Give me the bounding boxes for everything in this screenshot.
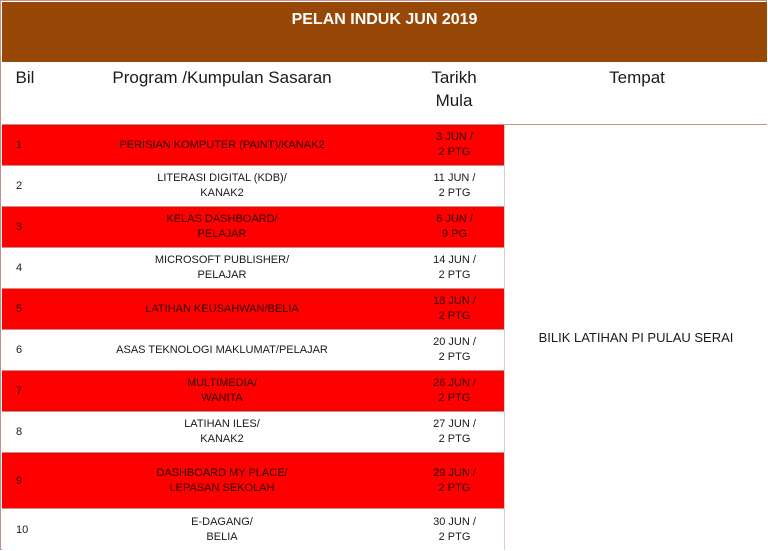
row-date-line1: 3 JUN / [436, 131, 473, 143]
row-program [97, 330, 347, 370]
row-program [97, 453, 347, 508]
row-program-line2: BELIA [206, 530, 238, 543]
row-date-line2: 2 PTG [438, 433, 471, 445]
row-date-line2: 2 PTG [438, 481, 471, 494]
row-date [407, 412, 502, 452]
header-tarikh-line2: Mula [435, 91, 473, 110]
row-bil: 2 [16, 180, 23, 192]
row-bil: 10 [16, 523, 29, 536]
row-program-line1: DASHBOARD MY PLACE/ [156, 466, 288, 479]
row-date-line2: 2 PTG [438, 146, 471, 158]
row-program-line1: LATIHAN KEUSAHWAN/BELIA [145, 302, 299, 315]
table-row [2, 329, 504, 370]
row-program-line1: MULTIMEDIA/ [186, 377, 258, 389]
row-program-line2: WANITA [201, 392, 243, 404]
row-program-line2: KANAK2 [200, 187, 244, 199]
row-program [97, 289, 347, 329]
row-program-line2: KANAK2 [200, 433, 244, 445]
table-row [2, 370, 504, 411]
table-row [2, 247, 504, 288]
row-date-line2: 2 PTG [438, 392, 471, 404]
row-date-line2: 2 PTG [438, 310, 471, 322]
row-date [407, 453, 502, 508]
row-program-line1: ASAS TEKNOLOGI MAKLUMAT/PELAJAR [116, 343, 328, 356]
row-date [407, 125, 502, 165]
header-tarikh-line1: Tarikh [431, 68, 477, 87]
row-date [407, 371, 502, 411]
table-row [2, 165, 504, 206]
row-date-line2: 2 PTG [438, 269, 471, 281]
table-row [2, 508, 504, 550]
row-program [97, 509, 347, 550]
row-bil: 3 [16, 221, 23, 233]
table-row [2, 288, 504, 329]
tempat-cell: BILIK LATIHAN PI PULAU SERAI [504, 124, 767, 550]
row-bil: 9 [16, 474, 23, 487]
row-date [407, 166, 502, 206]
row-bil: 8 [16, 426, 23, 438]
row-date-line1: 18 JUN / [433, 295, 476, 307]
row-program-line1: PERISIAN KOMPUTER (PAINT)/KANAK2 [119, 138, 325, 151]
row-program [97, 207, 347, 247]
row-bil: 5 [16, 303, 23, 315]
row-date-line2: 2 PTG [438, 530, 471, 543]
row-bil: 7 [16, 385, 23, 397]
row-program-line1: MICROSOFT PUBLISHER/ [154, 254, 290, 266]
table-title: PELAN INDUK JUN 2019 [2, 2, 767, 62]
row-date-line1: 20 JUN / [433, 336, 476, 348]
table-row [2, 452, 504, 508]
row-date-line1: 6 JUN / [436, 213, 473, 225]
row-date [407, 248, 502, 288]
row-program [97, 248, 347, 288]
row-date [407, 207, 502, 247]
header-bil: Bil [15, 68, 35, 87]
row-date-line2: 9 PG [441, 228, 468, 240]
table-row [2, 411, 504, 452]
row-program-line1: LATIHAN ILES/ [184, 418, 260, 430]
row-bil: 4 [16, 262, 23, 274]
table-row [2, 206, 504, 247]
row-date-line1: 27 JUN / [433, 418, 476, 430]
row-program-line1: E-DAGANG/ [191, 515, 253, 528]
row-date [407, 330, 502, 370]
row-program-line1: LITERASI DIGITAL (KDB)/ [157, 172, 287, 184]
row-date [407, 289, 502, 329]
row-date-line1: 14 JUN / [433, 254, 476, 266]
row-program [97, 412, 347, 452]
row-date-line1: 26 JUN / [433, 377, 476, 389]
table-header-row [2, 62, 767, 124]
row-program-line2: LEPASAN SEKOLAH [169, 481, 275, 494]
row-date [407, 509, 502, 550]
row-date-line2: 2 PTG [438, 187, 471, 199]
row-program [97, 125, 347, 165]
header-tarikh [414, 66, 494, 112]
row-date-line1: 11 JUN / [433, 172, 476, 184]
row-program-line1: KELAS DASHBOARD/ [166, 213, 278, 225]
row-date-line1: 30 JUN / [433, 515, 476, 528]
table-row [2, 124, 504, 165]
row-bil: 6 [16, 344, 23, 356]
row-program [97, 371, 347, 411]
row-bil: 1 [16, 139, 23, 151]
row-date-line2: 2 PTG [438, 351, 471, 363]
header-tempat: Tempat [609, 68, 665, 87]
row-date-line1: 29 JUN / [433, 466, 476, 479]
row-program-line2: PELAJAR [197, 269, 247, 281]
row-program-line2: PELAJAR [197, 228, 247, 240]
row-program [97, 166, 347, 206]
header-program: Program /Kumpulan Sasaran [112, 68, 332, 87]
